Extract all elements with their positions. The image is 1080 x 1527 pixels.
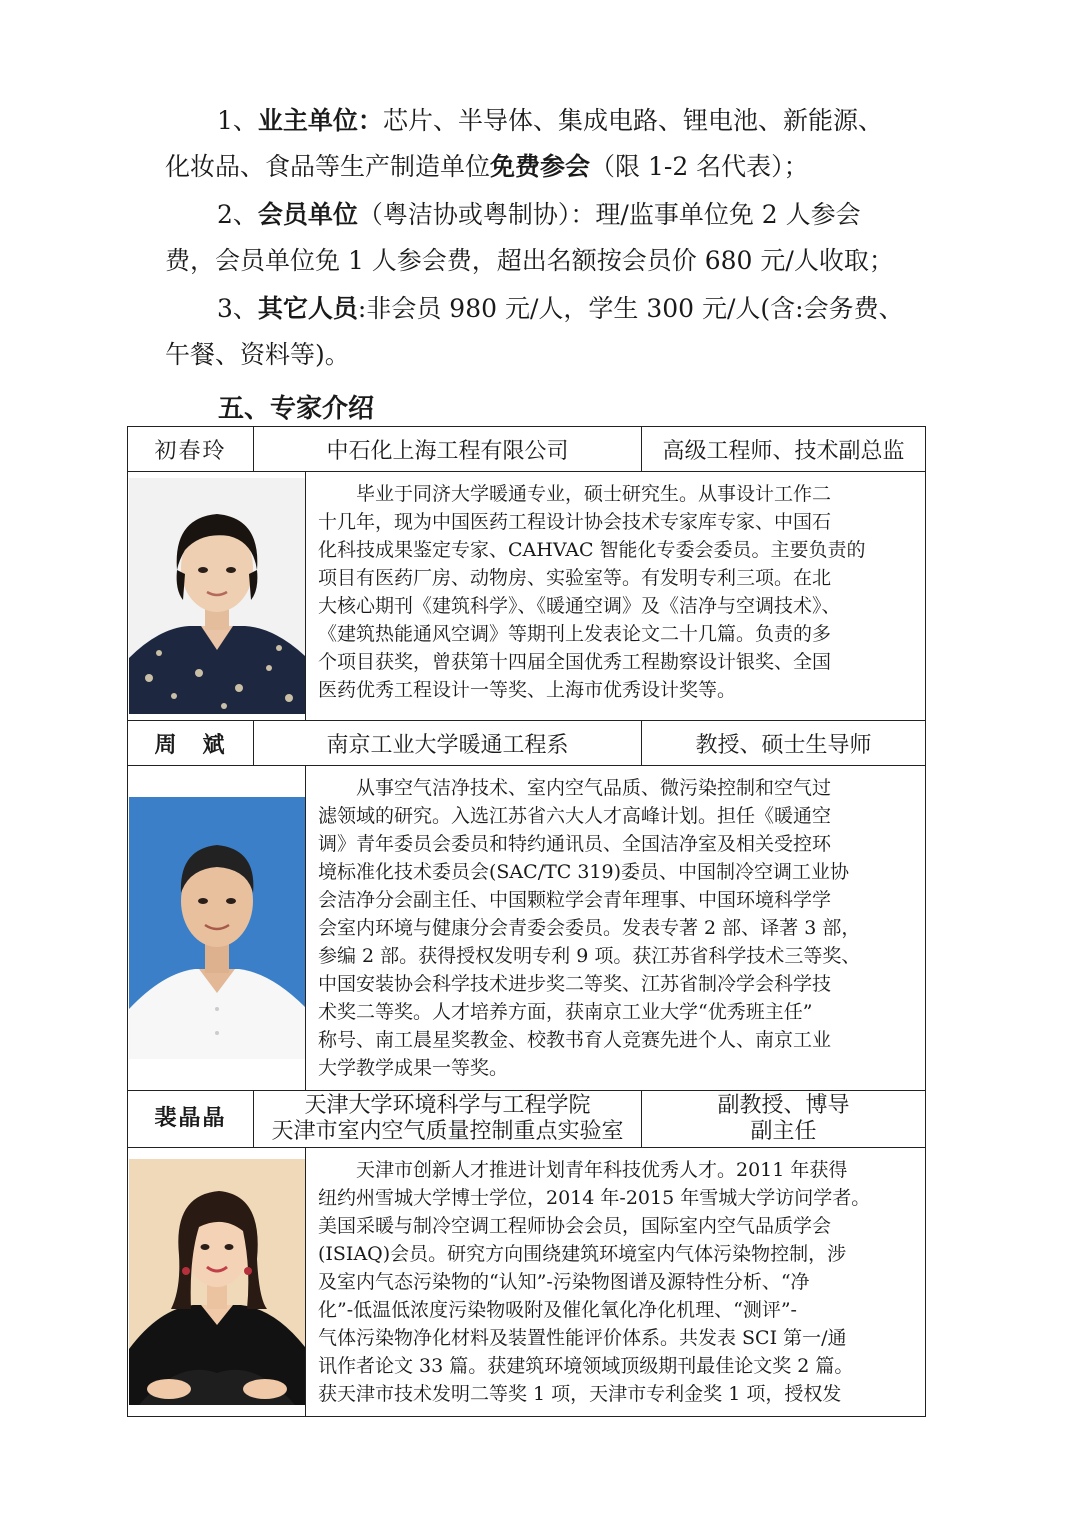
- expert-photo: [129, 478, 305, 714]
- expert-body-row: [128, 472, 926, 721]
- bio-line: 及室内气态污染物的“认知”-污染物图谱及源特性分析、“净: [318, 1271, 810, 1293]
- bio-line: 气体污染物净化材料及装置性能评价体系。共发表 SCI 第一/通: [318, 1327, 847, 1349]
- bio-line: 大核心期刊《建筑科学》、《暖通空调》及《洁净与空调技术》、: [318, 595, 841, 617]
- bio-line: 从事空气洁净技术、室内空气品质、微污染控制和空气过: [356, 777, 832, 799]
- expert-organization: [254, 1091, 642, 1148]
- bio-line: 术奖二等奖。人才培养方面，获南京工业大学“优秀班主任”: [318, 1001, 813, 1023]
- expert-title: [642, 721, 926, 766]
- expert-title: [642, 1091, 926, 1148]
- bio-line: 境标准化技术委员会(SAC/TC 319)委员、中国制冷空调工业协: [318, 861, 850, 883]
- bio-line: 《建筑热能通风空调》等期刊上发表论文二十几篇。负责的多: [318, 623, 832, 645]
- expert-body-row: [128, 1148, 926, 1417]
- bio-line: 中国安装协会科学技术进步奖二等奖、江苏省制冷学会科学技: [318, 973, 832, 995]
- bio-line: 获天津市技术发明二等奖 1 项，天津市专利金奖 1 项，授权发: [318, 1383, 842, 1405]
- expert-name: 裴晶晶: [128, 1091, 254, 1148]
- bio-line: 会室内环境与健康分会青委会委员。发表专著 2 部、译著 3 部，: [318, 917, 861, 939]
- expert-header-row: [128, 427, 926, 472]
- org-line: 天津市室内空气质量控制重点实验室: [271, 1119, 624, 1144]
- expert-photo-cell: [128, 472, 306, 721]
- item-number: 3、: [217, 294, 258, 323]
- title-line: 教授、硕士生导师: [695, 732, 872, 758]
- bio-line: 滤领域的研究。入选江苏省六大人才高峰计划。担任《暖通空: [318, 805, 832, 827]
- org-line: 南京工业大学暖通工程系: [326, 732, 569, 758]
- expert-header-row: [128, 721, 926, 766]
- item-text: 化妆品、食品等生产制造单位: [165, 152, 491, 181]
- bio-line: 项目有医药厂房、动物房、实验室等。有发明专利三项。在北: [318, 567, 832, 589]
- bio-line: 参编 2 部。获得授权发明专利 9 项。获江苏省科学技术三等奖、: [318, 945, 861, 967]
- fee-item-2: [165, 192, 925, 284]
- expert-photo: [129, 1159, 305, 1405]
- item-text: :非会员 980 元/人，学生 300 元/人(含:会务费、: [357, 294, 904, 323]
- expert-table: [127, 426, 926, 1417]
- expert-title: [642, 427, 926, 472]
- bio-line: 会洁净分会副主任、中国颗粒学会青年理事、中国环境科学学: [318, 889, 832, 911]
- expert-header-row: [128, 1091, 926, 1148]
- item-emphasis: 免费参会: [490, 152, 591, 181]
- expert-photo-cell: [128, 1148, 306, 1417]
- item-colon: ：: [357, 106, 383, 135]
- title-line: 副主任: [750, 1119, 817, 1144]
- item-number: 2、: [217, 200, 258, 229]
- bio-line: 十几年，现为中国医药工程设计协会技术专家库专家、中国石: [318, 511, 832, 533]
- portrait-image: [129, 1159, 305, 1405]
- item-text: 费，会员单位免 1 人参会费，超出名额按会员价 680 元/人收取；: [165, 246, 894, 275]
- bio-line: 化”-低温低浓度污染物吸附及催化氧化净化机理、“测评”-: [318, 1299, 797, 1321]
- portrait-image: [129, 478, 305, 714]
- item-text: 芯片、半导体、集成电路、锂电池、新能源、: [382, 106, 883, 135]
- bio-line: 大学教学成果一等奖。: [318, 1057, 509, 1079]
- fee-item-3: [165, 286, 925, 378]
- bio-line: 毕业于同济大学暖通专业，硕士研究生。从事设计工作二: [356, 483, 832, 505]
- expert-photo: [129, 797, 305, 1059]
- item-number: 1、: [217, 106, 258, 135]
- title-line: 高级工程师、技术副总监: [662, 438, 905, 464]
- bio-line: 纽约州雪城大学博士学位，2014 年-2015 年雪城大学访问学者。: [318, 1187, 871, 1209]
- expert-body-row: [128, 766, 926, 1091]
- org-line: 天津大学环境科学与工程学院: [304, 1093, 591, 1118]
- bio-line: 化科技成果鉴定专家、CAHVAC 智能化专委会委员。主要负责的: [318, 539, 866, 561]
- expert-photo-cell: [128, 766, 306, 1091]
- bio-line: (ISIAQ)会员。研究方向围绕建筑环境室内气体污染物控制，涉: [318, 1243, 847, 1265]
- item-label: 会员单位: [257, 200, 358, 229]
- section-title: 五、专家介绍: [218, 394, 375, 424]
- org-line: 中石化上海工程有限公司: [326, 438, 569, 464]
- item-label: 业主单位: [257, 106, 358, 135]
- portrait-image: [129, 797, 305, 1059]
- title-line: 副教授、博导: [717, 1093, 850, 1118]
- item-label: 其它人员: [257, 294, 358, 323]
- bio-line: 个项目获奖，曾获第十四届全国优秀工程勘察设计银奖、全国: [318, 651, 832, 673]
- expert-bio: [306, 1148, 926, 1417]
- bio-line: 美国采暖与制冷空调工程师协会会员，国际室内空气品质学会: [318, 1215, 832, 1237]
- expert-organization: [254, 427, 642, 472]
- expert-bio: [306, 472, 926, 721]
- bio-line: 天津市创新人才推进计划青年科技优秀人才。2011 年获得: [356, 1159, 848, 1181]
- bio-line: 调》青年委员会委员和特约通讯员、全国洁净室及相关受控环: [318, 833, 832, 855]
- bio-line: 称号、南工晨星奖教金、校教书育人竞赛先进个人、南京工业: [318, 1029, 832, 1051]
- expert-name: 初春玲: [128, 427, 254, 472]
- bio-line: 讯作者论文 33 篇。获建筑环境领域顶级期刊最佳论文奖 2 篇。: [318, 1355, 854, 1377]
- item-text: （限 1-2 名代表）；: [590, 152, 809, 181]
- bio-line: 医药优秀工程设计一等奖、上海市优秀设计奖等。: [318, 679, 737, 701]
- expert-name: 周 斌: [128, 721, 254, 766]
- fee-item-1: [165, 98, 925, 190]
- item-text: 午餐、资料等)。: [165, 340, 350, 369]
- item-text: （粤洁协或粤制协）：理/监事单位免 2 人参会: [357, 200, 861, 229]
- expert-organization: [254, 721, 642, 766]
- expert-bio: [306, 766, 926, 1091]
